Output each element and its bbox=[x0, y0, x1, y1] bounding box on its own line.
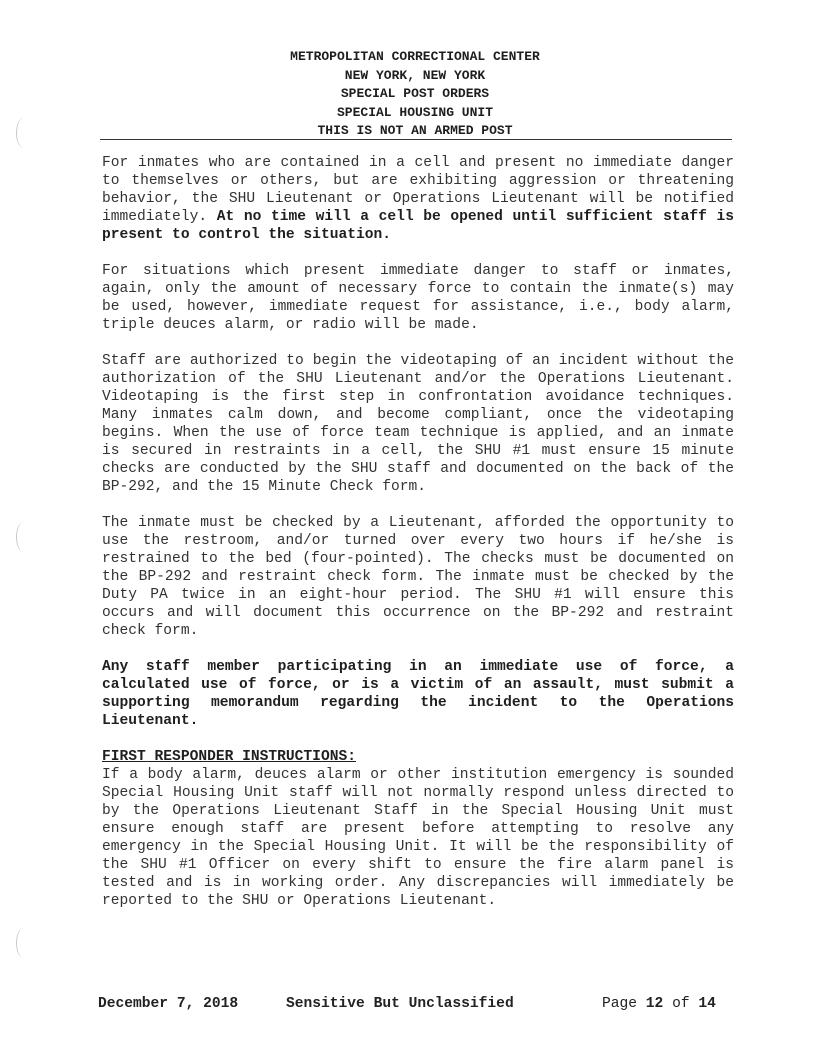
header-institution: METROPOLITAN CORRECTIONAL CENTER bbox=[290, 49, 540, 64]
header-document-type: SPECIAL POST ORDERS bbox=[340, 86, 490, 101]
punch-hole-mark-middle bbox=[16, 522, 31, 552]
footer-page-number bbox=[602, 996, 716, 1012]
punch-hole-mark-bottom bbox=[16, 928, 31, 958]
paragraph-cell-aggression bbox=[102, 154, 734, 244]
document-body bbox=[102, 154, 734, 928]
header-unit: SPECIAL HOUSING UNIT bbox=[336, 104, 494, 120]
header-divider bbox=[100, 139, 732, 140]
footer-date: December 7, 2018 bbox=[98, 996, 239, 1012]
paragraph-restraint-checks: The inmate must be checked by a Lieutenant, afforded the opportunity to use the restroom, and/or turned over every two hours if he/she is restrained to the bed (four-pointed). The checks must be documented on the BP-292 and restraint check form. The inmate must be checked by the Duty PA twice in an eight-hour period. The SHU #1 will ensure this occurs and will document this occurrence on the BP-292 and restraint check form. bbox=[102, 515, 734, 639]
paragraph-memorandum: Any staff member participating in an immediate use of force, a calculated use of force, or is a victim of an assault, must submit a supporting memorandum regarding the incident to the Operations Lieutenant. bbox=[102, 659, 734, 729]
page-label: Page bbox=[602, 996, 638, 1012]
punch-hole-mark-top bbox=[16, 118, 31, 148]
paragraph-videotaping: Staff are authorized to begin the videotaping of an incident without the authorization of the SHU Lieutenant and/or the Operations Lieutenant. Videotaping is the first step in confrontation avoidance techniques. Many inmates calm down, and become compliant, once the videotaping begins. When the use of force team technique is applied, and an inmate is secured in restraints in a cell, the SHU #1 must ensure 15 minute checks are conducted by the SHU staff and documented on the back of the BP-292, and the 15 Minute Check form. bbox=[102, 353, 734, 495]
page-total: 14 bbox=[698, 996, 716, 1012]
section-heading-first-responder: FIRST RESPONDER INSTRUCTIONS: bbox=[102, 749, 356, 765]
page-current: 12 bbox=[645, 996, 664, 1012]
header-post-status: THIS IS NOT AN ARMED POST bbox=[317, 123, 513, 138]
page-of: of bbox=[672, 996, 690, 1012]
document-header bbox=[100, 48, 730, 141]
paragraph-immediate-danger: For situations which present immediate danger to staff or inmates, again, only the amount of necessary force to contain the inmate(s) may be used, however, immediate request for assistance, i.e., body alarm, triple deuces alarm, or radio will be made. bbox=[102, 263, 734, 333]
header-location: NEW YORK, NEW YORK bbox=[344, 67, 486, 83]
paragraph-bold-statement: At no time will a cell be opened until sufficient staff is present to control the situation. bbox=[102, 209, 734, 243]
paragraph-first-responder: If a body alarm, deuces alarm or other institution emergency is sounded Special Housing Unit staff will not normally respond unless directed to by the Operations Lieutenant Staff in the Special Housing Unit must ensure enough staff are present before attempting to resolve any emergency in the Special Housing Unit. It will be the responsibility of the SHU #1 Officer on every shift to ensure the fire alarm panel is tested and is in working order. Any discrepancies will immediately be reported to the SHU or Operations Lieutenant. bbox=[102, 767, 734, 909]
paragraph-text: For inmates who are contained in a cell and present no immediate danger to themselves or others, but are exhibiting aggression or threatening behavior, the SHU Lieutenant or Operations Lieutenant will be notified immediately. bbox=[102, 155, 734, 225]
footer-classification: Sensitive But Unclassified bbox=[286, 996, 514, 1012]
